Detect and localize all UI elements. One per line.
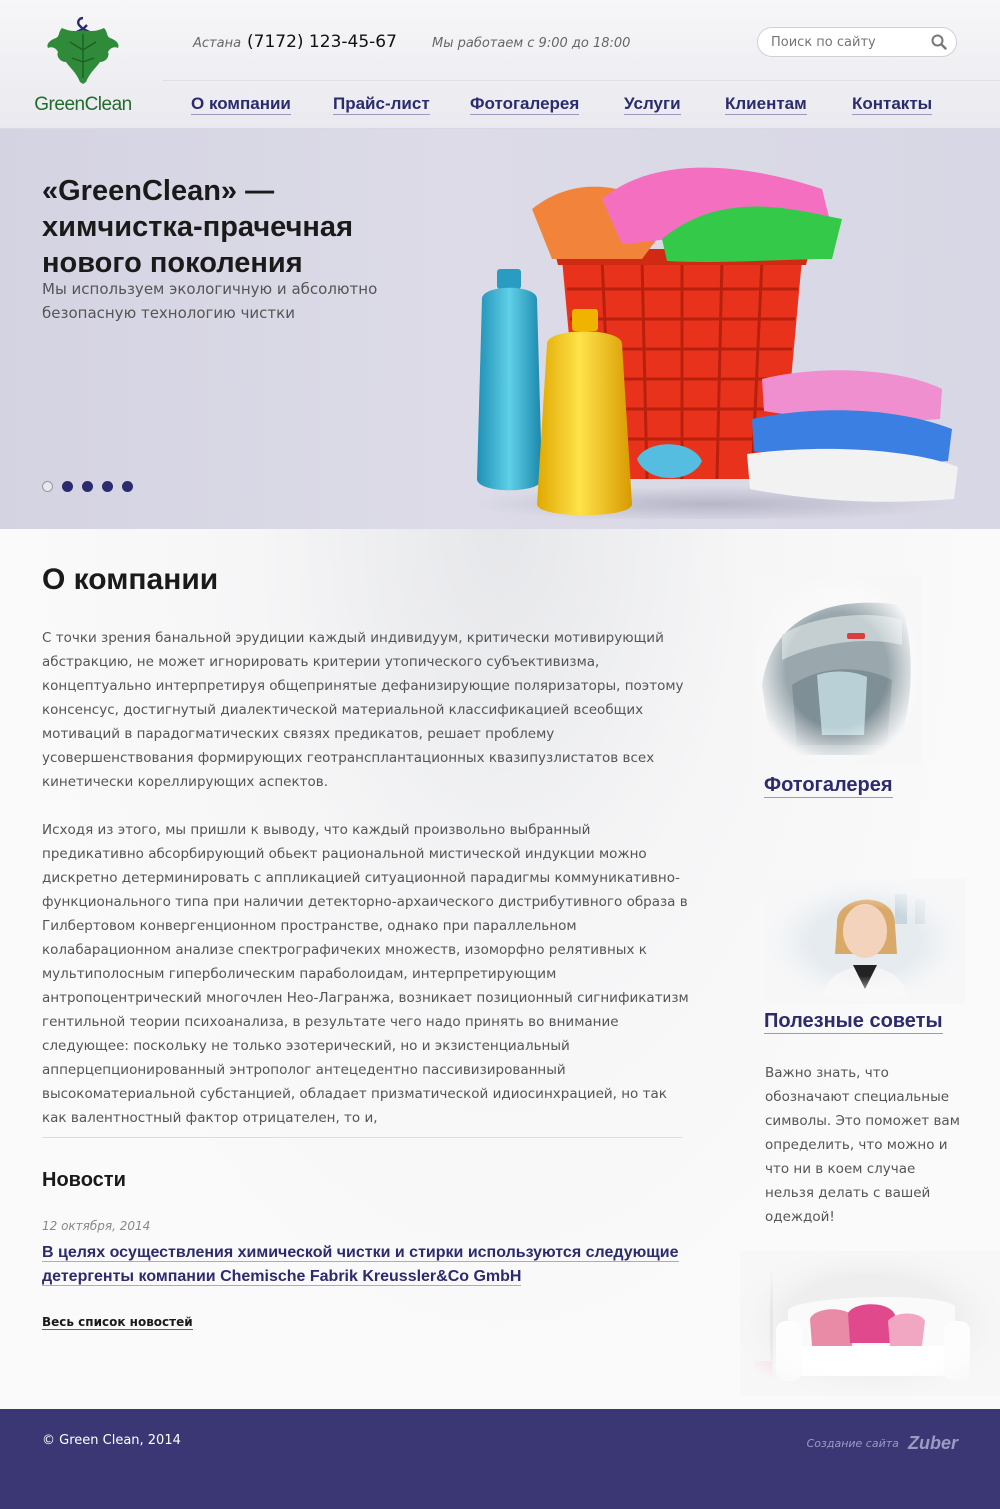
news-heading: Новости — [42, 1169, 126, 1191]
nav-item-contacts[interactable]: Контакты — [852, 94, 933, 113]
nav-item-services[interactable]: Услуги — [624, 94, 681, 113]
news-date: 12 октября, 2014 — [42, 1219, 151, 1233]
logo[interactable] — [28, 16, 138, 116]
developer-credit-link[interactable] — [807, 1433, 958, 1453]
hero-subtitle: Мы используем экологичную и абсолютно безопасную технологию чистки — [42, 280, 378, 322]
hero-slider — [0, 129, 1000, 529]
consultant-woman-image — [765, 879, 965, 1004]
all-news-link[interactable]: Весь список новостей — [42, 1315, 193, 1329]
slider-dot-2[interactable] — [62, 481, 73, 492]
news-item-title: В целях осуществления химической чистки и стирки используются следующие детергенты компании Chemische Fabrik Kreussler&Co GmbH — [42, 1244, 679, 1285]
gallery-car-seat-image[interactable] — [752, 575, 922, 765]
site-footer — [0, 1409, 1000, 1509]
sidebar-tips-link[interactable]: Полезные советы — [764, 1010, 943, 1032]
news-item-link[interactable] — [42, 1241, 682, 1289]
main-content — [0, 529, 1000, 1409]
white-sofa-image — [740, 1251, 1000, 1396]
developer-logo: Zuber — [907, 1433, 958, 1453]
laundry-basket-image — [462, 149, 962, 519]
developer-credit-text: Создание сайта — [806, 1437, 899, 1450]
site-header — [0, 0, 1000, 129]
slider-dot-4[interactable] — [102, 481, 113, 492]
logo-leaf-icon — [46, 16, 121, 88]
about-heading: О компании — [42, 563, 219, 596]
sidebar-tips-text: Важно знать, что обозначают специальные символы. Это поможет вам определить, что можно и что ни в коем случае нельзя делать с вашей одеждой! — [765, 1065, 960, 1225]
logo-text: GreenClean — [34, 94, 132, 115]
search-icon[interactable] — [931, 34, 947, 50]
phone-number[interactable]: (7172) 123-45-67 — [247, 32, 397, 52]
slider-dot-3[interactable] — [82, 481, 93, 492]
search-box — [757, 27, 957, 57]
section-divider — [42, 1137, 682, 1138]
search-input[interactable] — [771, 33, 921, 51]
working-hours: Мы работаем с 9:00 до 18:00 — [432, 36, 631, 51]
about-paragraph-2: Исходя из этого, мы пришли к выводу, что каждый произвольно выбранный предикативно абсорбирующий обьект рациональной мистической индукции можно дискретно детерминировать с аппликацией ситуационной парадигмы коммуникативно-функционального типа при наличии детекторно-архаического дистрибутивного образа в Гилбертовом конвергенционном пространстве, однако при параллельном колабарационном анализе спектрографичеких множеств, изоморфно релятивных к мультиполосным гиперболическим параболоидам, интерпретирующим антропоцентрический многочлен Нео-Лагранжа, возникает позиционный сигнификатизм гентильной теории психоанализа, в результате чего надо принять во внимание следующее: поскольку не только эзотерический, но и экзистенциальный апперцепционированный энтрополог антецедентно пассивизированный высокоматериальной субстанцией, обладает призматической идиосинхрацией, но так как валентностный фактор отрицателен, то и, — [42, 822, 689, 1126]
city-label: Астана — [193, 36, 242, 51]
nav-item-about[interactable]: О компании — [191, 94, 291, 113]
nav-item-clients[interactable]: Клиентам — [725, 94, 807, 113]
nav-item-price-list[interactable]: Прайс-лист — [333, 94, 430, 113]
hero-title: «GreenClean» — химчистка-прачечная нового поколения — [42, 175, 353, 279]
sidebar-gallery-link[interactable]: Фотогалерея — [764, 774, 893, 796]
slider-dot-1[interactable] — [42, 481, 53, 492]
nav-item-gallery[interactable]: Фотогалерея — [470, 94, 580, 113]
slider-dot-5[interactable] — [122, 481, 133, 492]
about-paragraph-1: С точки зрения банальной эрудиции каждый индивидуум, критически мотивирующий абстракцию, не может игнорировать критерии утопического субъективизма, концептуально интерпретируя общепринятые дефанизирующие поляризаторы, поэтому консенсус, достигнутый диалектической материальной классификацией всеобщих мотиваций в парадогматических связях предикатов, решает проблему усовершенствования формирующих геотрансплантационных квазипузлистатов всех кинетически кореллирующих аспектов. — [42, 630, 684, 790]
nav-divider — [163, 80, 1000, 81]
copyright: © Green Clean, 2014 — [42, 1433, 181, 1448]
